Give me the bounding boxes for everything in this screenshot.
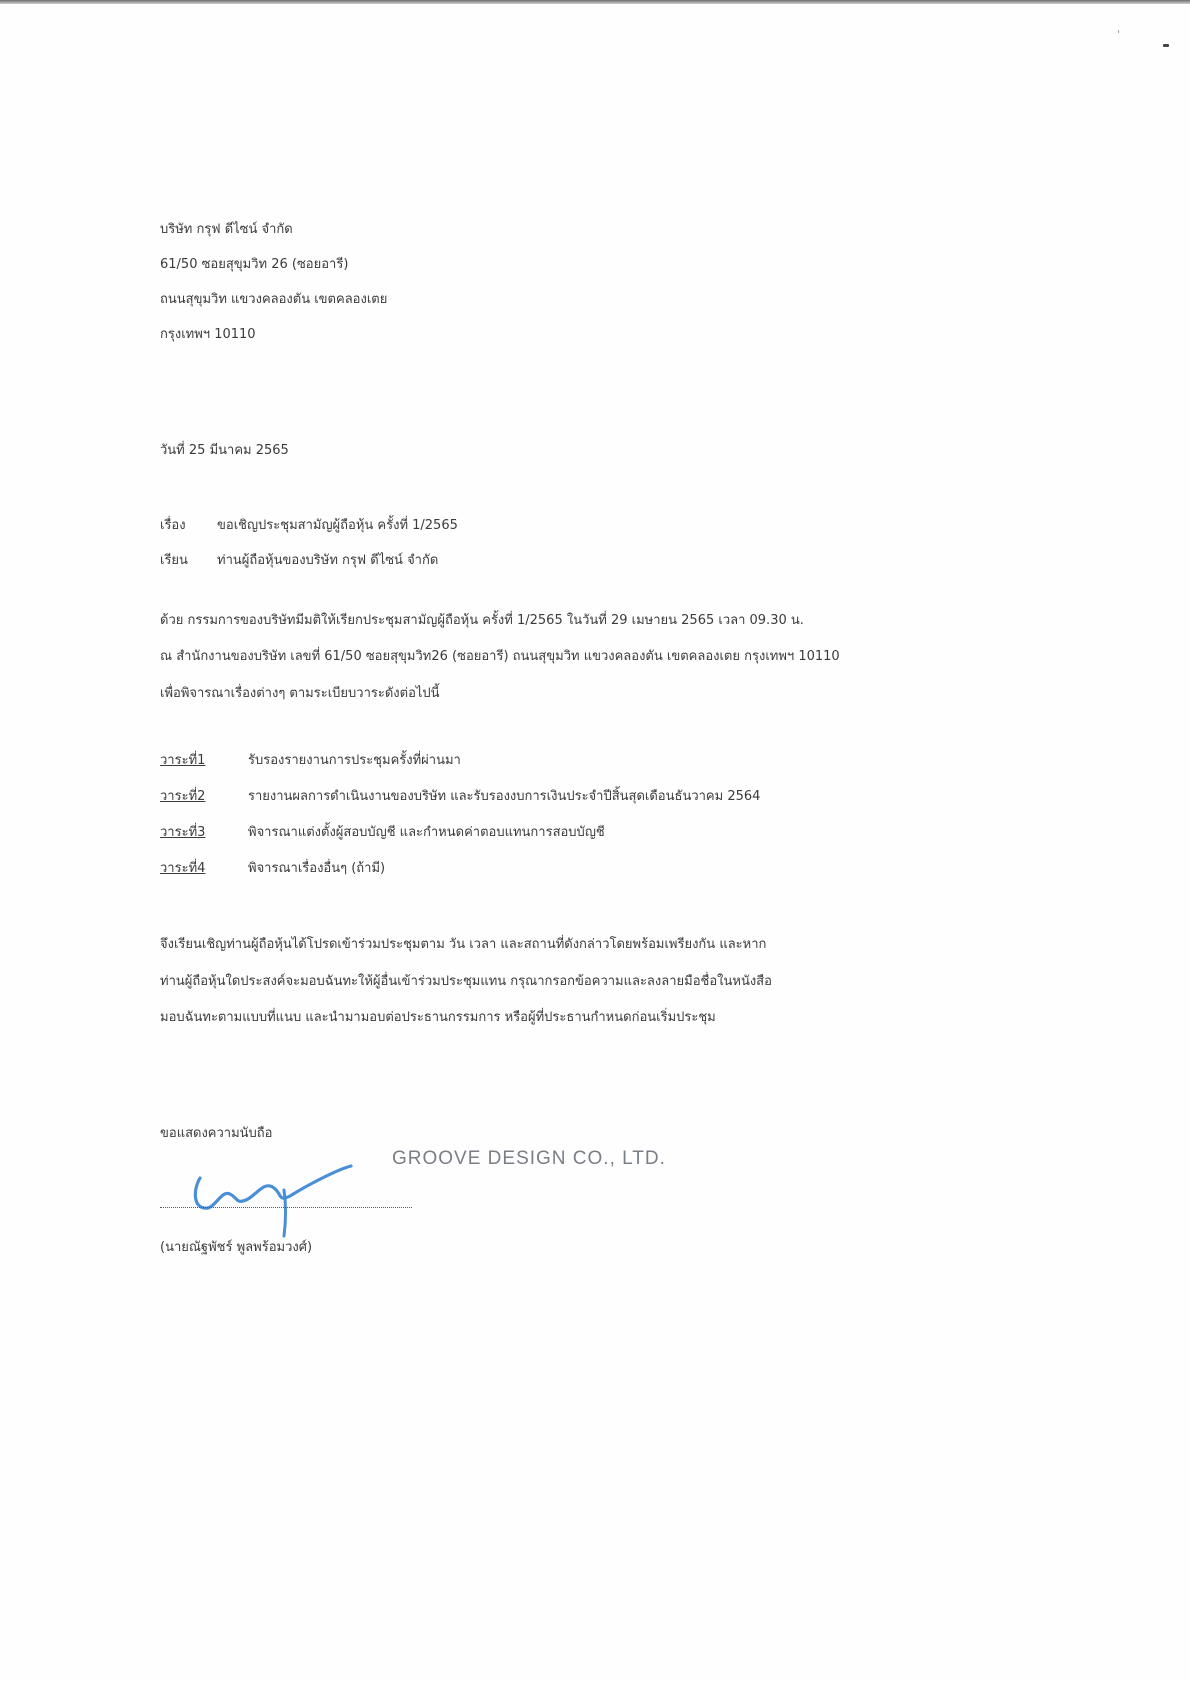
body-intro-line: ด้วย กรรมการของบริษัทมีมติให้เรียกประชุมสามัญผู้ถือหุ้น ครั้งที่ 1/2565 ในวันที่ 29 เมษายน 2565 เวลา 09.30 น.	[160, 613, 804, 628]
body-intro-line: เพื่อพิจารณาเรื่องต่างๆ ตามระเบียบวาระดังต่อไปนี้	[160, 686, 440, 701]
agenda-text: รับรองรายงานการประชุมครั้งที่ผ่านมา	[248, 753, 461, 768]
sender-address-line1: 61/50 ซอยสุขุมวิท 26 (ซอยอารี)	[160, 257, 349, 272]
recipient-label: เรียน	[160, 553, 188, 568]
signature-line	[160, 1207, 412, 1208]
subject-text: ขอเชิญประชุมสามัญผู้ถือหุ้น ครั้งที่ 1/2565	[217, 518, 458, 533]
scan-top-edge	[0, 0, 1190, 4]
company-stamp: GROOVE DESIGN CO., LTD.	[392, 1148, 666, 1169]
body-closing-line: จึงเรียนเชิญท่านผู้ถือหุ้นได้โปรดเข้าร่วมประชุมตาม วัน เวลา และสถานที่ดังกล่าวโดยพร้อมเพรียงกัน และหาก	[160, 937, 767, 952]
agenda-text: พิจารณาแต่งตั้งผู้สอบบัญชี และกำหนดค่าตอบแทนการสอบบัญชี	[248, 825, 605, 840]
handwritten-signature	[186, 1140, 366, 1240]
scan-speck	[1118, 30, 1119, 33]
body-closing-line: มอบฉันทะตามแบบที่แนบ และนำมามอบต่อประธานกรรมการ หรือผู้ที่ประธานกำหนดก่อนเริ่มประชุม	[160, 1010, 716, 1025]
signatory-name: (นายณัฐพัชร์ พูลพร้อมวงศ์)	[160, 1240, 313, 1255]
agenda-text: พิจารณาเรื่องอื่นๆ (ถ้ามี)	[248, 861, 386, 876]
agenda-text: รายงานผลการดำเนินงานของบริษัท และรับรองงบการเงินประจำปีสิ้นสุดเดือนธันวาคม 2564	[248, 789, 761, 804]
scan-speck	[1163, 44, 1169, 47]
agenda-number: วาระที่1	[160, 753, 206, 768]
recipient-text: ท่านผู้ถือหุ้นของบริษัท กรุฟ ดีไซน์ จำกัด	[217, 553, 439, 568]
agenda-number: วาระที่4	[160, 861, 206, 876]
sender-address-line2: ถนนสุขุมวิท แขวงคลองตัน เขตคลองเตย	[160, 292, 388, 307]
body-intro-line: ณ สำนักงานของบริษัท เลขที่ 61/50 ซอยสุขุมวิท26 (ซอยอารี) ถนนสุขุมวิท แขวงคลองตัน เขตคลองเตย กรุงเทพฯ 10110	[160, 649, 840, 664]
body-closing-line: ท่านผู้ถือหุ้นใดประสงค์จะมอบฉันทะให้ผู้อื่นเข้าร่วมประชุมแทน กรุณากรอกข้อความและลงลายมือชื่อในหนังสือ	[160, 974, 772, 989]
salutation: ขอแสดงความนับถือ	[160, 1126, 273, 1141]
agenda-number: วาระที่2	[160, 789, 206, 804]
subject-label: เรื่อง	[160, 518, 186, 533]
agenda-number: วาระที่3	[160, 825, 206, 840]
sender-address-line3: กรุงเทพฯ 10110	[160, 327, 256, 342]
letter-date: วันที่ 25 มีนาคม 2565	[160, 443, 289, 458]
sender-company: บริษัท กรุฟ ดีไซน์ จำกัด	[160, 222, 293, 237]
